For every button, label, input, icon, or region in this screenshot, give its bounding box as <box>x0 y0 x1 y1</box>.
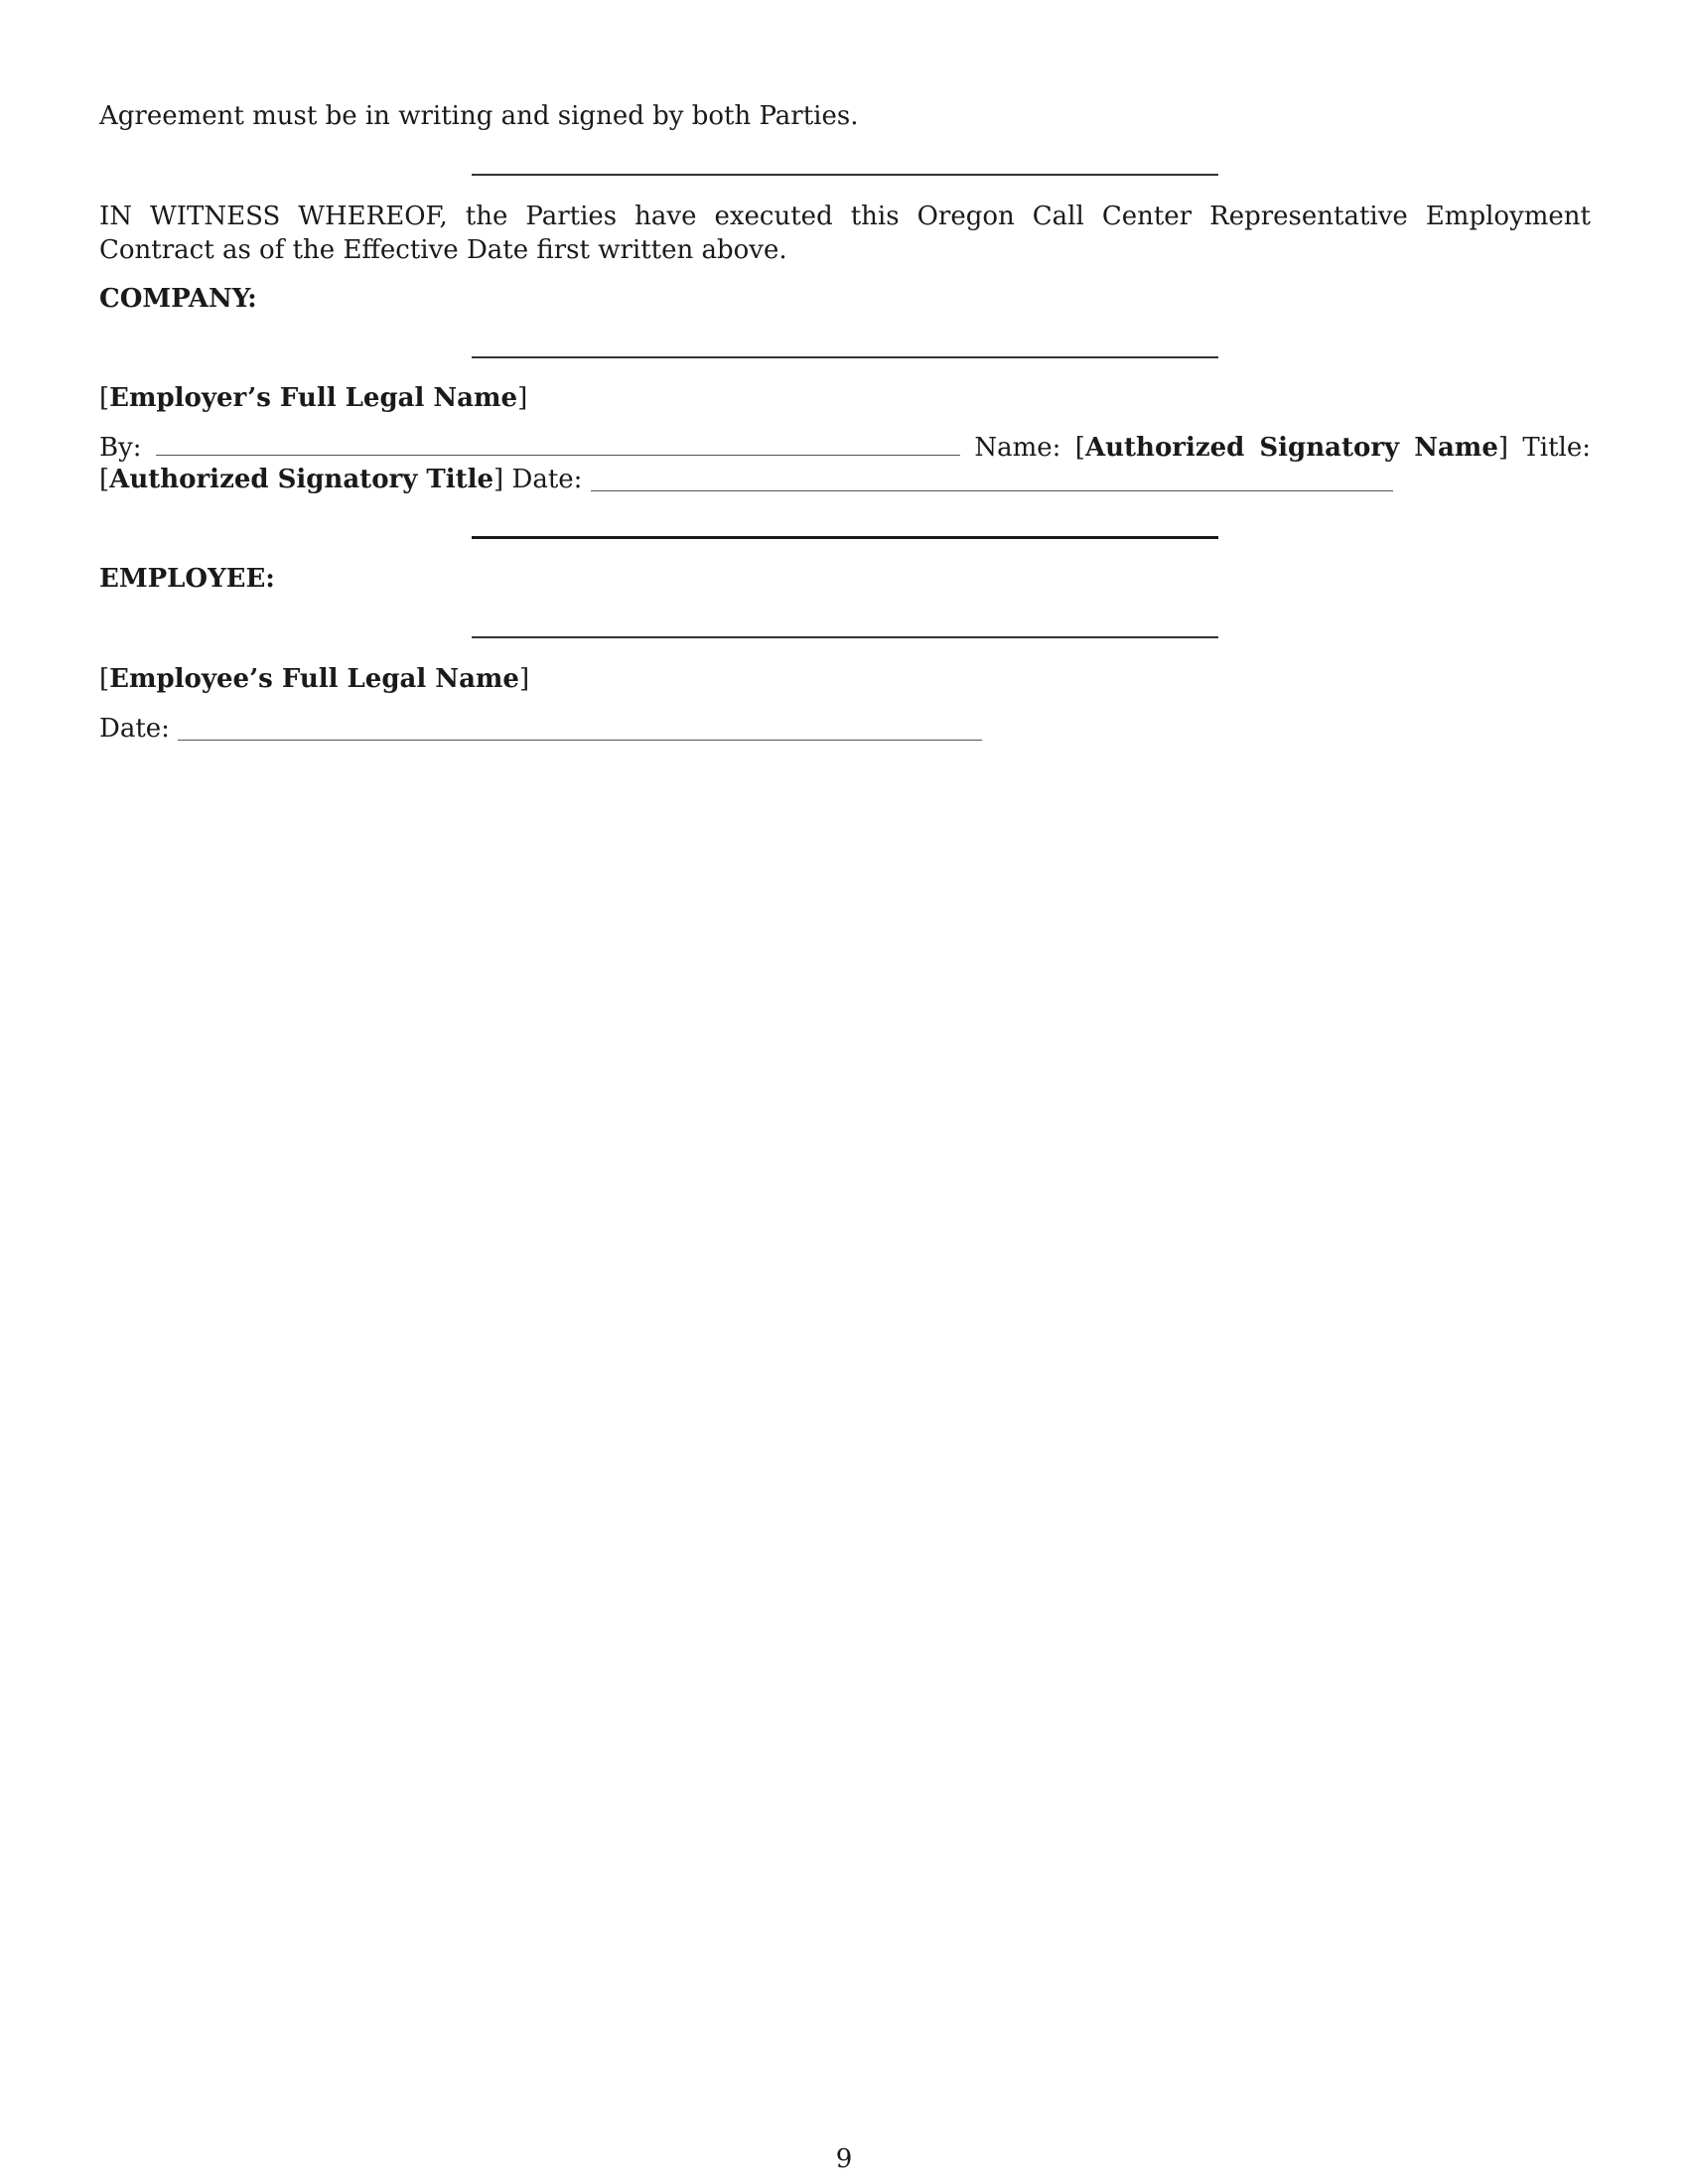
bracket-open: [ <box>99 465 110 494</box>
company-title-row <box>99 463 1591 496</box>
section-divider <box>472 174 1218 176</box>
employee-name-block <box>99 662 1591 696</box>
company-heading: COMPANY: <box>99 284 257 314</box>
page-number: 9 <box>835 2144 853 2174</box>
employee-signature-line <box>472 636 1218 638</box>
employee-date-blank[interactable] <box>178 716 982 741</box>
employee-name-placeholder: Employee’s Full Legal Name <box>109 664 519 694</box>
signatory-name-placeholder: Authorized Signatory Name <box>1084 433 1498 463</box>
employee-heading: EMPLOYEE: <box>99 564 275 594</box>
title-label: Title: <box>1522 433 1591 463</box>
company-date-label: Date: <box>511 465 583 494</box>
by-label: By: <box>99 433 142 463</box>
company-signature-row <box>99 431 1591 465</box>
employee-date-row <box>99 712 1591 746</box>
employer-name-block <box>99 381 1591 415</box>
section-divider <box>472 536 1218 539</box>
bracket-close: ] <box>517 383 528 413</box>
name-label: Name: <box>974 433 1061 463</box>
company-signature-line <box>472 356 1218 358</box>
bracket-close: ] <box>1497 433 1509 463</box>
intro-line: Agreement must be in writing and signed by both Parties. <box>99 101 859 131</box>
bracket-close: ] <box>518 664 530 694</box>
witness-paragraph: IN WITNESS WHEREOF, the Parties have executed this Oregon Call Center Representative Employment Contract as of the Effective Date first written above. <box>99 202 1591 265</box>
signatory-title-placeholder: Authorized Signatory Title <box>109 465 494 494</box>
bracket-close: ] <box>493 465 504 494</box>
employer-name-placeholder: Employer’s Full Legal Name <box>109 383 518 413</box>
employee-date-label: Date: <box>99 714 170 744</box>
by-signature-blank[interactable] <box>156 431 960 456</box>
bracket-open: [ <box>99 383 110 413</box>
signatory-name-group <box>1075 431 1508 465</box>
bracket-open: [ <box>1074 433 1085 463</box>
company-date-blank[interactable] <box>591 467 1393 491</box>
bracket-open: [ <box>99 664 110 694</box>
